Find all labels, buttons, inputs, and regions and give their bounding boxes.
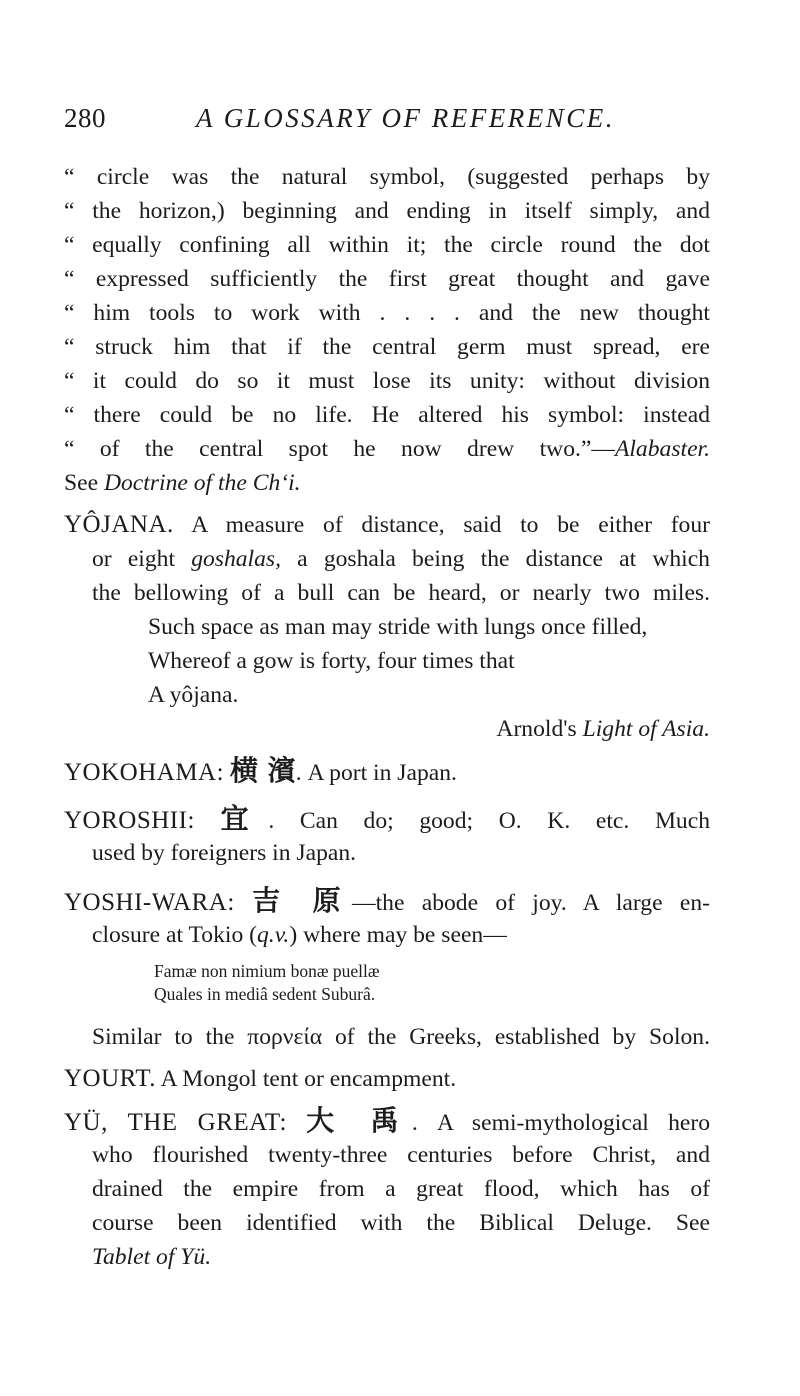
entry-yu: [64, 1104, 710, 1274]
latin-quote-line: Famæ non nimium bonæ puellæ: [154, 961, 380, 981]
entry-text: closure at Tokio (: [92, 922, 257, 948]
entry-text: or eight: [92, 546, 192, 572]
verse-attribution: [64, 712, 710, 746]
entry-line: the bellowing of a bull can be heard, or nearly two miles.: [92, 580, 710, 606]
cross-reference: [64, 466, 710, 500]
entry-characters: 大 禹: [306, 1104, 412, 1137]
entry-characters: 宜: [220, 802, 269, 835]
entry-text: . A semi-mythological hero: [411, 1110, 710, 1136]
entry-text: . A port in Japan.: [295, 760, 457, 786]
entry-term: goshalas,: [191, 546, 281, 572]
quote-line: “ it could do so it must lose its unity: without division: [64, 368, 710, 394]
entry-characters: 吉 原: [252, 884, 353, 917]
verse-line: A yôjana.: [148, 682, 239, 708]
cross-reference: Tablet of Yü.: [92, 1244, 212, 1270]
entry-line: who flourished twenty-three centuries before Christ, and: [92, 1142, 710, 1168]
attribution-title: Light of Asia.: [582, 716, 710, 742]
entry-line: [64, 884, 710, 918]
entry-line: [64, 542, 710, 576]
page-body: [64, 160, 710, 1274]
see-label: See: [64, 470, 104, 496]
attribution-author: Arnold's: [496, 716, 583, 742]
entry-text: A measure of distance, said to be either four: [173, 512, 710, 538]
reference-title: Doctrine of the Ch‘i.: [103, 470, 301, 496]
entry-headword: YOURT.: [64, 1065, 157, 1092]
entry-term: q.v.: [257, 922, 290, 948]
quote-line: “ equally confining all within it; the circle round the dot: [64, 232, 710, 258]
quote-source: Alabaster.: [614, 436, 710, 462]
entry-headword: YOKOHAMA:: [64, 759, 225, 786]
entry-yoshiwara: [64, 884, 710, 1054]
entry-line: [64, 754, 710, 788]
entry-line: [64, 802, 710, 836]
page-header: [64, 103, 708, 143]
entry-line: [64, 1104, 710, 1138]
entry-headword: YOROSHII:: [64, 807, 195, 834]
entry-yourt: [64, 1062, 710, 1096]
entry-yojana: [64, 508, 710, 746]
entry-line: [64, 1062, 710, 1096]
entry-text: A Mongol tent or encampment.: [156, 1066, 457, 1092]
latin-quote-line: Quales in mediâ sedent Suburâ.: [154, 984, 376, 1004]
quote-line: “ him tools to work with . . . . and the new thought: [64, 300, 710, 326]
entry-text: . Can do; good; O. K. etc. Much: [268, 808, 710, 834]
quote-line: “ the horizon,) beginning and ending in itself simply, and: [64, 198, 710, 224]
entry-line: [64, 918, 710, 952]
entry-headword: YÜ, THE GREAT:: [64, 1109, 287, 1136]
entry-yoroshii: [64, 802, 710, 870]
entry-line: [64, 508, 710, 542]
quote-text: “ of the central spot he now drew two.”—: [64, 436, 615, 462]
entry-text: a goshala being the distance at which: [281, 546, 710, 572]
entry-characters: 横 濱: [229, 754, 296, 787]
entry-yokohama: [64, 754, 710, 788]
page-number: 280: [64, 103, 106, 133]
verse-line: Whereof a gow is forty, four times that: [148, 648, 515, 674]
verse-line: Such space as man may stride with lungs once filled,: [148, 614, 648, 640]
quote-line: “ circle was the natural symbol, (suggested perhaps by: [64, 164, 710, 190]
entry-text: ) where may be seen—: [289, 922, 507, 948]
entry-line: drained the empire from a great flood, which has of: [92, 1176, 710, 1202]
entry-text: —the abode of joy. A large en-: [352, 890, 710, 916]
entry-line: used by foreigners in Japan.: [92, 840, 357, 866]
running-head: A GLOSSARY OF REFERENCE.: [196, 103, 615, 133]
quote-line: “ struck him that if the central germ must spread, ere: [64, 334, 710, 360]
entry-headword: YOSHI-WARA:: [64, 889, 235, 916]
quote-line: “ expressed sufficiently the first great thought and gave: [64, 266, 710, 292]
entry-headword: YÔJANA.: [64, 511, 174, 538]
quote-line: “ there could be no life. He altered his symbol: instead: [64, 402, 710, 428]
entry-line: Similar to the πορνεία of the Greeks, established by Solon.: [92, 1024, 710, 1050]
quote-block: [64, 160, 710, 500]
entry-line: course been identified with the Biblical Deluge. See: [92, 1210, 710, 1236]
quote-line: [64, 432, 710, 466]
